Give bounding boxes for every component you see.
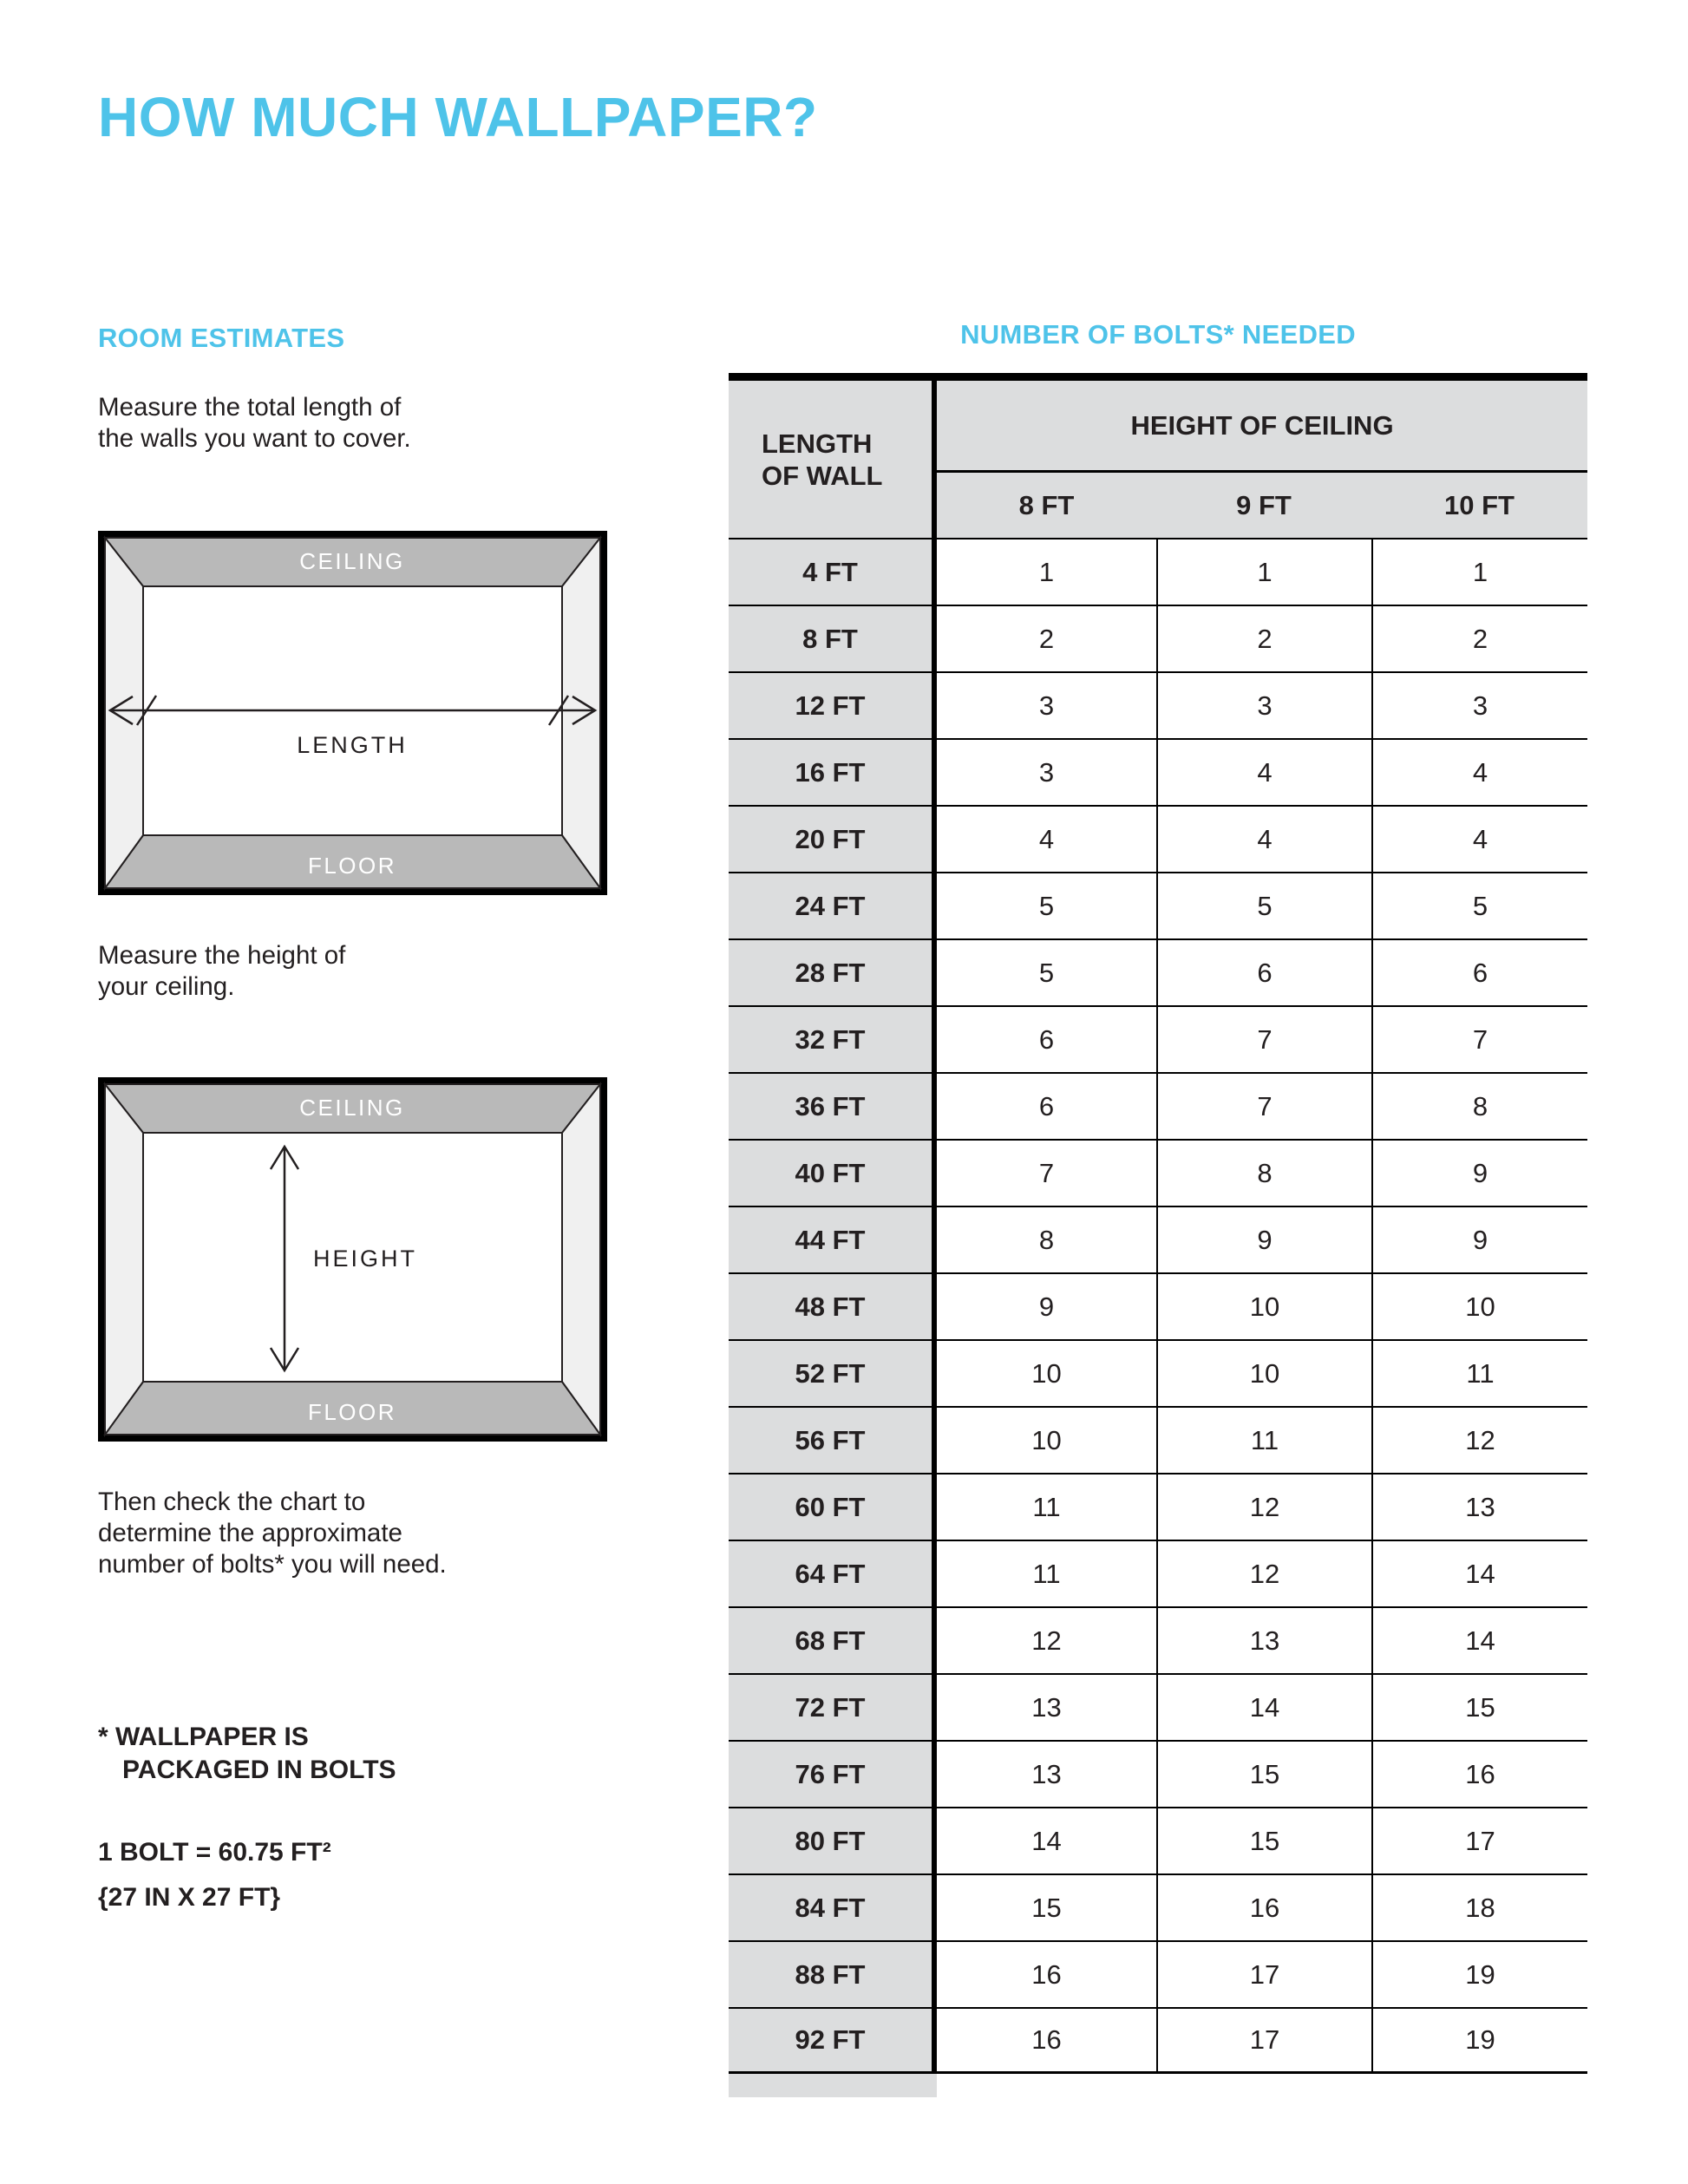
bolt-count-cell: 6 (1371, 940, 1587, 1005)
bolt-count-cell: 4 (937, 807, 1156, 872)
room-length-diagram (98, 531, 607, 895)
bolt-count-cell: 19 (1371, 1942, 1587, 2007)
bolt-count-cell: 16 (937, 2009, 1156, 2071)
bolts-table-body (729, 538, 1587, 2074)
left-wall (105, 1084, 143, 1435)
length-label: LENGTH (297, 732, 408, 758)
bolt-count-cell: 2 (1371, 606, 1587, 671)
footnote-line: PACKAGED IN BOLTS (122, 1756, 396, 1784)
text-line: your ceiling. (98, 972, 235, 1001)
bolt-count-cell: 17 (1156, 2009, 1371, 2071)
bolt-count-cell: 3 (937, 673, 1156, 738)
bolt-count-cell: 7 (937, 1141, 1156, 1206)
bolt-count-cell: 13 (937, 1675, 1156, 1740)
bolt-count-cell: 5 (937, 940, 1156, 1005)
bolt-count-cell: 10 (1156, 1274, 1371, 1339)
table-row (729, 1606, 1587, 1673)
bolt-count-cell: 16 (1156, 1875, 1371, 1940)
bolt-count-cell: 10 (1371, 1274, 1587, 1339)
bolt-count-cell: 3 (1156, 673, 1371, 738)
bolt-count-cell: 9 (937, 1274, 1156, 1339)
table-row (729, 738, 1587, 805)
bolt-count-cell: 2 (937, 606, 1156, 671)
row-length-label: 60 FT (729, 1475, 937, 1540)
bolt-count-cell: 13 (1156, 1608, 1371, 1673)
text-line: number of bolts* you will need. (98, 1550, 447, 1579)
bolts-table (729, 373, 1587, 2097)
row-length-label: 52 FT (729, 1341, 937, 1406)
bolt-count-cell: 7 (1156, 1074, 1371, 1139)
bolt-count-cell: 8 (1156, 1141, 1371, 1206)
row-length-label: 92 FT (729, 2009, 937, 2071)
floor-label: FLOOR (307, 1399, 397, 1425)
table-row (729, 805, 1587, 872)
row-length-label: 44 FT (729, 1207, 937, 1272)
table-row (729, 1406, 1587, 1473)
bolt-count-cell: 15 (937, 1875, 1156, 1940)
floor-label: FLOOR (307, 853, 397, 879)
table-row (729, 1272, 1587, 1339)
bolt-size-info (98, 1837, 653, 1913)
bolt-count-cell: 16 (1371, 1742, 1587, 1807)
bolt-count-cell: 11 (1156, 1408, 1371, 1473)
bolts-table-section (729, 319, 1587, 2097)
table-footer-extension (729, 2074, 937, 2097)
table-row (729, 1139, 1587, 1206)
table-row (729, 1673, 1587, 1740)
bolt-size-line: 1 BOLT = 60.75 FT² (98, 1838, 331, 1867)
col-header-10ft: 10 FT (1444, 489, 1515, 520)
bolt-count-cell: 13 (1371, 1475, 1587, 1540)
bolt-count-cell: 5 (937, 873, 1156, 938)
right-wall (562, 538, 600, 888)
bolt-count-cell: 6 (1156, 940, 1371, 1005)
row-length-label: 8 FT (729, 606, 937, 671)
table-row (729, 872, 1587, 938)
table-row (729, 1005, 1587, 1072)
table-row (729, 1807, 1587, 1873)
table-row (729, 1473, 1587, 1540)
bolt-count-cell: 12 (1156, 1541, 1371, 1606)
right-wall (562, 1084, 600, 1435)
row-length-label: 12 FT (729, 673, 937, 738)
room-estimates-heading: ROOM ESTIMATES (98, 323, 345, 353)
bolt-count-cell: 8 (937, 1207, 1156, 1272)
bolt-count-cell: 12 (937, 1608, 1156, 1673)
length-of-wall-header (729, 381, 937, 538)
bolt-count-cell: 6 (937, 1007, 1156, 1072)
bolt-count-cell: 14 (937, 1808, 1156, 1873)
bolt-count-cell: 3 (1371, 673, 1587, 738)
row-length-label: 36 FT (729, 1074, 937, 1139)
bolt-count-cell: 13 (937, 1742, 1156, 1807)
table-row (729, 671, 1587, 738)
table-header (729, 381, 1587, 538)
row-length-label: 28 FT (729, 940, 937, 1005)
row-length-label: 4 FT (729, 539, 937, 605)
bolt-count-cell: 14 (1371, 1608, 1587, 1673)
col-header-9ft: 9 FT (1236, 489, 1292, 520)
bolt-count-cell: 5 (1156, 873, 1371, 938)
row-length-label: 24 FT (729, 873, 937, 938)
table-row (729, 1940, 1587, 2007)
bolt-count-cell: 7 (1156, 1007, 1371, 1072)
footnote-line: * WALLPAPER IS (98, 1723, 309, 1751)
bolt-count-cell: 4 (1371, 740, 1587, 805)
header-line: LENGTH (762, 428, 873, 459)
row-length-label: 64 FT (729, 1541, 937, 1606)
bolt-count-cell: 12 (1156, 1475, 1371, 1540)
bolt-count-cell: 16 (937, 1942, 1156, 2007)
bolt-count-cell: 17 (1371, 1808, 1587, 1873)
bolt-count-cell: 14 (1156, 1675, 1371, 1740)
instructions-column (98, 323, 653, 1913)
bolt-count-cell: 10 (937, 1341, 1156, 1406)
table-row (729, 1206, 1587, 1272)
text-line: Measure the total length of (98, 393, 402, 422)
bolt-count-cell: 9 (1371, 1207, 1587, 1272)
page-title: HOW MUCH WALLPAPER? (98, 86, 818, 148)
bolt-count-cell: 18 (1371, 1875, 1587, 1940)
bolt-count-cell: 1 (1371, 539, 1587, 605)
height-label: HEIGHT (313, 1246, 418, 1272)
table-row (729, 538, 1587, 605)
bolt-dimensions-line: {27 IN X 27 FT} (98, 1883, 281, 1912)
text-line: Measure the height of (98, 941, 346, 970)
row-length-label: 76 FT (729, 1742, 937, 1807)
ceiling-label: CEILING (299, 1095, 405, 1121)
bolt-count-cell: 15 (1371, 1675, 1587, 1740)
bolts-needed-heading: NUMBER OF BOLTS* NEEDED (960, 319, 1356, 350)
room-height-diagram (98, 1077, 607, 1442)
check-chart-text (98, 1487, 653, 1580)
table-row (729, 605, 1587, 671)
bolt-count-cell: 9 (1156, 1207, 1371, 1272)
bolt-count-cell: 19 (1371, 2009, 1587, 2071)
bolt-count-cell: 9 (1371, 1141, 1587, 1206)
bolt-count-cell: 4 (1371, 807, 1587, 872)
bolt-count-cell: 14 (1371, 1541, 1587, 1606)
row-length-label: 16 FT (729, 740, 937, 805)
row-length-label: 48 FT (729, 1274, 937, 1339)
row-length-label: 56 FT (729, 1408, 937, 1473)
bolt-count-cell: 6 (937, 1074, 1156, 1139)
row-length-label: 84 FT (729, 1875, 937, 1940)
text-line: determine the approximate (98, 1519, 402, 1547)
measure-height-text (98, 940, 653, 1003)
table-row (729, 1740, 1587, 1807)
bolt-count-cell: 2 (1156, 606, 1371, 671)
bolt-count-cell: 5 (1371, 873, 1587, 938)
ceiling-label: CEILING (299, 548, 405, 574)
col-header-8ft: 8 FT (1018, 489, 1075, 520)
bolt-count-cell: 3 (937, 740, 1156, 805)
row-length-label: 32 FT (729, 1007, 937, 1072)
table-row (729, 2007, 1587, 2074)
bolt-count-cell: 12 (1371, 1408, 1587, 1473)
table-row (729, 1873, 1587, 1940)
bolt-count-cell: 10 (937, 1408, 1156, 1473)
bolt-count-cell: 11 (937, 1475, 1156, 1540)
bolt-count-cell: 8 (1371, 1074, 1587, 1139)
table-row (729, 1339, 1587, 1406)
bolt-count-cell: 4 (1156, 740, 1371, 805)
bolt-count-cell: 15 (1156, 1742, 1371, 1807)
bolt-count-cell: 15 (1156, 1808, 1371, 1873)
bolt-count-cell: 1 (1156, 539, 1371, 605)
left-wall (105, 538, 143, 888)
table-row (729, 938, 1587, 1005)
row-length-label: 88 FT (729, 1942, 937, 2007)
row-length-label: 40 FT (729, 1141, 937, 1206)
measure-length-text (98, 392, 653, 454)
bolt-count-cell: 4 (1156, 807, 1371, 872)
row-length-label: 80 FT (729, 1808, 937, 1873)
bolt-count-cell: 11 (1371, 1341, 1587, 1406)
bolt-count-cell: 10 (1156, 1341, 1371, 1406)
text-line: Then check the chart to (98, 1488, 366, 1516)
table-row (729, 1540, 1587, 1606)
header-line: OF WALL (762, 460, 883, 491)
bolt-count-cell: 11 (937, 1541, 1156, 1606)
table-row (729, 1072, 1587, 1139)
bolt-count-cell: 1 (937, 539, 1156, 605)
bolts-footnote (98, 1721, 653, 1787)
row-length-label: 20 FT (729, 807, 937, 872)
text-line: the walls you want to cover. (98, 424, 411, 453)
row-length-label: 68 FT (729, 1608, 937, 1673)
row-length-label: 72 FT (729, 1675, 937, 1740)
height-of-ceiling-header: HEIGHT OF CEILING (937, 381, 1587, 473)
bolt-count-cell: 17 (1156, 1942, 1371, 2007)
bolt-count-cell: 7 (1371, 1007, 1587, 1072)
